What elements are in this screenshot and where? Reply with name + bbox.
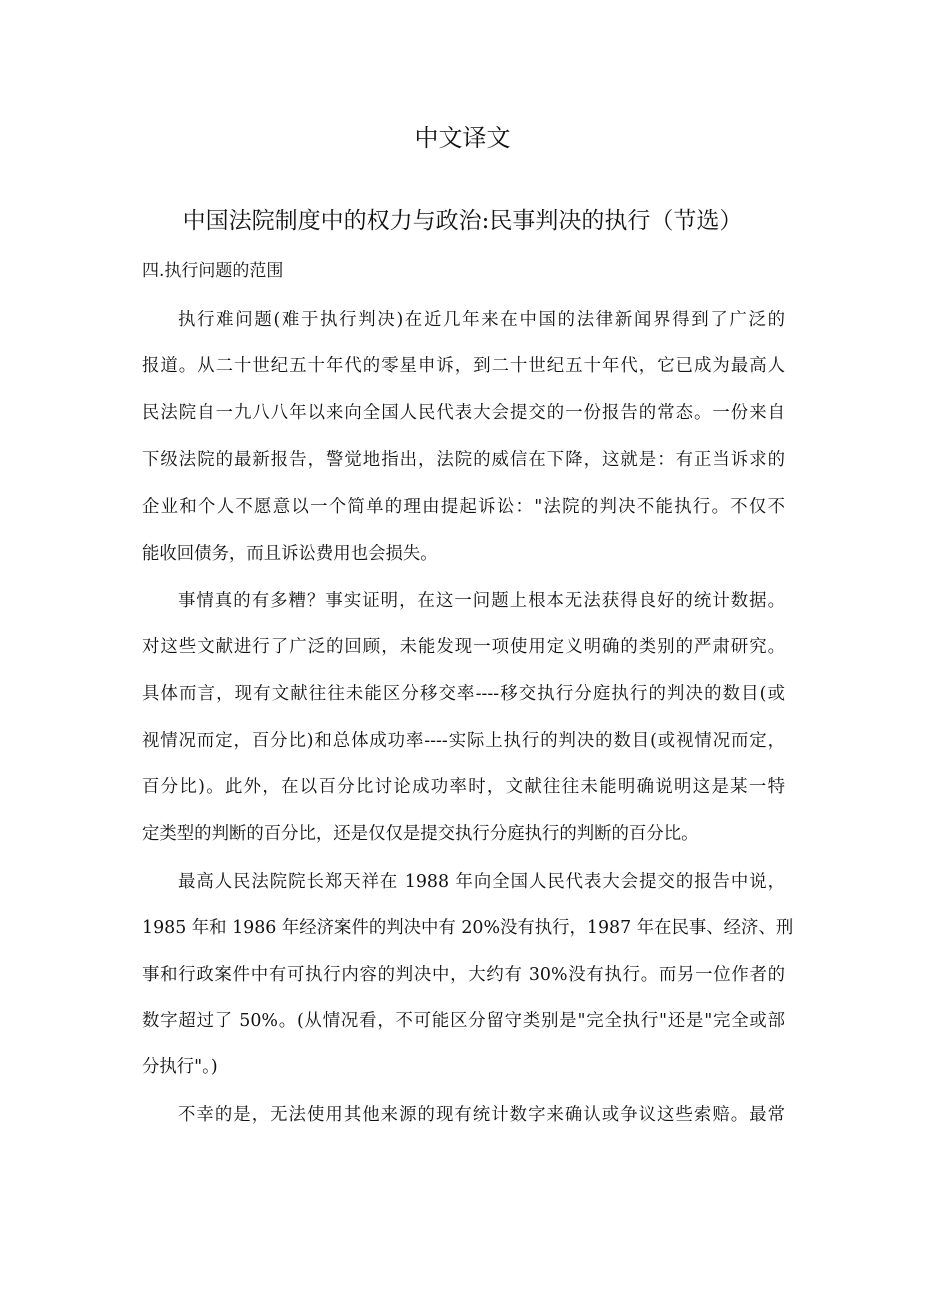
paragraph-1-line-6: 能收回债务，而且诉讼费用也会损失。 <box>142 544 438 564</box>
paragraph-2-line-5: 百分比)。此外，在以百分比讨论成功率时，文献往往未能明确说明这是某一特 <box>142 777 785 797</box>
document-title: 中文译文 <box>414 124 511 152</box>
paragraph-1-line-2: 报道。从二十世纪五十年代的零星申诉，到二十世纪五十年代，它已成为最高人 <box>142 356 785 376</box>
article-title: 中国法院制度中的权力与政治:民事判决的执行（节选） <box>182 208 743 234</box>
paragraph-1-line-5: 企业和个人不愿意以一个简单的理由提起诉讼："法院的判决不能执行。不仅不 <box>142 497 785 517</box>
paragraph-4-line-1: 不幸的是，无法使用其他来源的现有统计数字来确认或争议这些索赔。最常 <box>178 1105 785 1125</box>
paragraph-1-line-4: 下级法院的最新报告，警觉地指出，法院的威信在下降，这就是：有正当诉求的 <box>142 450 785 470</box>
paragraph-2-line-3: 具体而言，现有文献往往未能区分移交率----移交执行分庭执行的判决的数目(或 <box>142 684 785 704</box>
paragraph-3-line-5: 分执行"。) <box>142 1057 218 1077</box>
paragraph-2-line-6: 定类型的判断的百分比，还是仅仅是提交执行分庭执行的判断的百分比。 <box>142 824 699 844</box>
paragraph-3-line-3: 事和行政案件中有可执行内容的判决中，大约有 30%没有执行。而另一位作者的 <box>142 965 785 985</box>
paragraph-3-line-1: 最高人民法院院长郑天祥在 1988 年向全国人民代表大会提交的报告中说， <box>178 872 785 892</box>
paragraph-2-line-2: 对这些文献进行了广泛的回顾，未能发现一项使用定义明确的类别的严肃研究。 <box>142 637 785 657</box>
paragraph-3-line-2: 1985 年和 1986 年经济案件的判决中有 20%没有执行，1987 年在民事、经济、刑 <box>142 918 794 938</box>
paragraph-2-line-1: 事情真的有多糟？事实证明，在这一问题上根本无法获得良好的统计数据。 <box>178 591 785 611</box>
paragraph-3-line-4: 数字超过了 50%。(从情况看，不可能区分留守类别是"完全执行"还是"完全或部 <box>142 1011 785 1031</box>
paragraph-2-line-4: 视情况而定，百分比)和总体成功率----实际上执行的判决的数目(或视情况而定， <box>142 731 785 751</box>
paragraph-1-line-3: 民法院自一九八八年以来向全国人民代表大会提交的一份报告的常态。一份来自 <box>142 403 785 423</box>
paragraph-1-line-1: 执行难问题(难于执行判决)在近几年来在中国的法律新闻界得到了广泛的 <box>178 310 785 330</box>
section-heading: 四.执行问题的范围 <box>142 261 284 281</box>
